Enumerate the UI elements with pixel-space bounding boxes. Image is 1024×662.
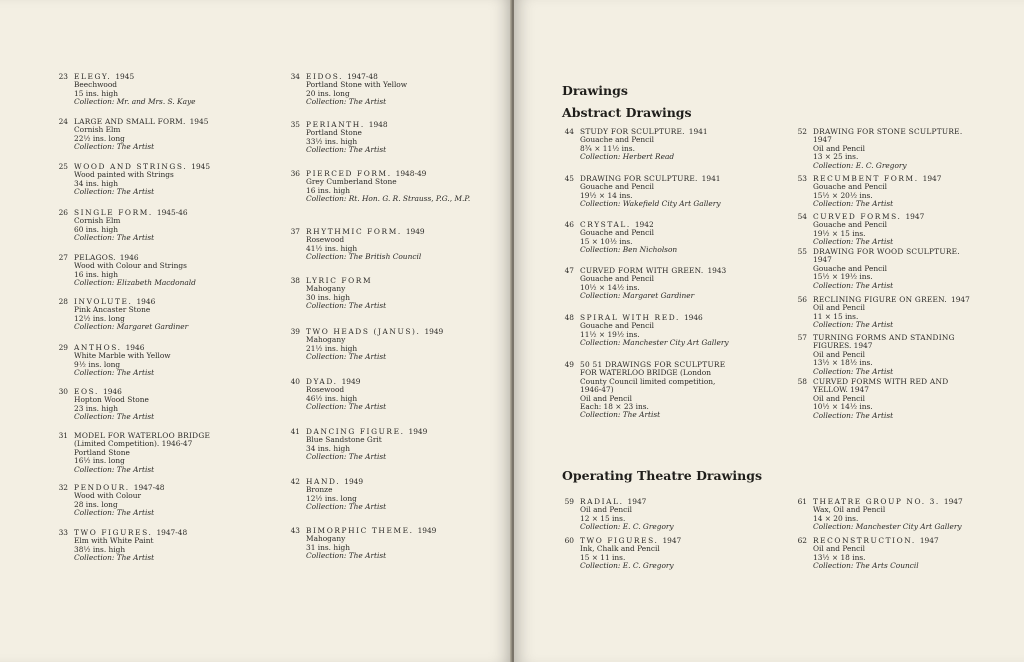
entry-collection: Collection: Manchester City Art Gallery — [580, 338, 729, 348]
entry-title: STUDY FOR SCULPTURE. — [580, 127, 685, 136]
entry-year: 1947 — [627, 497, 647, 506]
catalogue-entry — [290, 526, 481, 561]
entry-collection: Collection: The Artist — [306, 352, 387, 362]
entry-detail: 33½ ins. high — [306, 136, 358, 146]
catalogue-entry — [797, 174, 991, 209]
entry-collection: Collection: Herbert Read — [580, 152, 675, 162]
entry-detail: Portland Stone — [306, 128, 362, 138]
entry-number: 34 — [290, 72, 300, 81]
entry-year: 1945 — [115, 72, 135, 81]
entry-title: TWO HEADS (JANUS). — [306, 327, 421, 336]
entry-detail: 34 ins. high — [74, 178, 118, 188]
entry-year: 1949 — [408, 427, 428, 436]
entry-detail: 19½ × 15 ins. — [813, 228, 866, 238]
entry-number: 52 — [797, 127, 807, 136]
entry-detail: Mahogany — [306, 335, 346, 345]
entry-number: 33 — [58, 528, 68, 537]
entry-number: 58 — [797, 377, 807, 386]
entry-collection: Collection: Margaret Gardiner — [74, 322, 189, 332]
entry-detail: Oil and Pencil — [580, 393, 633, 403]
operating-theatre-heading: Operating Theatre Drawings — [562, 468, 762, 483]
entry-year: 1941 — [701, 174, 721, 183]
entry-detail: Beechwood — [74, 80, 118, 90]
entry-collection: Collection: Ben Nicholson — [580, 245, 678, 255]
entry-year: 1943 — [707, 266, 727, 275]
entry-detail: Wood painted with Strings — [74, 170, 174, 180]
entry-collection: Collection: The Artist — [74, 553, 155, 563]
entry-detail: Portland Stone with Yellow — [306, 80, 408, 90]
catalogue-entry — [290, 276, 481, 311]
entry-collection: Collection: The Artist — [306, 97, 387, 107]
entry-detail: Oil and Pencil — [813, 544, 866, 554]
entry-number: 42 — [290, 477, 300, 486]
entry-detail: 12½ ins. long — [74, 313, 125, 323]
entry-title-line — [813, 248, 991, 256]
entry-title: TWO FIGURES. — [74, 528, 153, 537]
catalogue-entry — [58, 343, 249, 378]
entry-title: PENDOUR. — [74, 483, 130, 492]
catalogue-entry — [58, 431, 249, 474]
entry-number: 43 — [290, 526, 300, 535]
entry-year: 1947-48 — [347, 72, 378, 81]
entry-collection: Collection: The Artist — [74, 412, 155, 422]
entry-title: EIDOS. — [306, 72, 344, 81]
entry-year: 1947 — [905, 212, 925, 221]
entry-detail: Gouache and Pencil — [580, 135, 655, 145]
entry-title: DRAWING FOR STONE SCULPTURE. — [813, 127, 963, 136]
entry-detail: 23 ins. high — [74, 403, 118, 413]
entry-number: 36 — [290, 169, 300, 178]
entry-title: ANTHOS. — [74, 343, 122, 352]
entry-detail: Oil and Pencil — [813, 143, 866, 153]
entry-title: TURNING FORMS AND STANDING — [813, 333, 955, 342]
entry-detail: 31 ins. high — [306, 542, 350, 552]
entry-title: BIMORPHIC THEME. — [306, 526, 414, 535]
entry-detail: 13½ × 18 ins. — [813, 552, 866, 562]
catalogue-entry — [564, 497, 757, 532]
entry-detail: Blue Sandstone Grit — [306, 435, 382, 445]
catalogue-entry — [58, 387, 249, 422]
entry-year: 1947 — [919, 536, 939, 545]
entry-number: 24 — [58, 117, 68, 126]
entry-title: TWO FIGURES. — [580, 536, 659, 545]
entry-detail: Wax, Oil and Pencil — [813, 505, 886, 515]
entry-detail: Grey Cumberland Stone — [306, 177, 397, 187]
catalogue-entry — [290, 427, 481, 462]
entry-detail: 15 ins. high — [74, 88, 118, 98]
entry-collection: Collection: The British Council — [306, 252, 422, 262]
entry-collection: Collection: The Artist — [813, 280, 894, 290]
entry-collection: Collection: The Artist — [74, 187, 155, 197]
entry-detail: White Marble with Yellow — [74, 351, 171, 361]
entry-collection: Collection: Rt. Hon. G. R. Strauss, P.G., M.P. — [306, 194, 471, 204]
entry-title: RECUMBENT FORM. — [813, 174, 919, 183]
entry-title: RHYTHMIC FORM. — [306, 227, 402, 236]
entry-detail: Gouache and Pencil — [813, 182, 888, 192]
entry-title: ELEGY. — [74, 72, 112, 81]
entry-collection: Collection: The Artist — [74, 233, 155, 243]
entry-number: 53 — [797, 174, 807, 183]
entry-detail: 14 × 20 ins. — [813, 513, 859, 523]
entry-detail: 46½ ins. high — [306, 393, 358, 403]
entry-collection: Collection: The Artist — [306, 551, 387, 561]
entry-number: 39 — [290, 327, 300, 336]
entry-detail: Gouache and Pencil — [813, 220, 888, 230]
entry-year: 1947 — [951, 295, 970, 304]
entry-detail: 11 × 15 ins. — [813, 311, 859, 321]
entry-title: RECONSTRUCTION. — [813, 536, 916, 545]
entry-year: 1946 — [125, 343, 145, 352]
entry-detail: 60 ins. high — [74, 224, 118, 234]
catalogue-entry — [290, 377, 481, 412]
entry-collection: Collection: The Arts Council — [813, 561, 919, 571]
drawings-heading: Drawings — [562, 83, 628, 98]
entry-title: DANCING FIGURE. — [306, 427, 405, 436]
catalogue-entry — [58, 253, 249, 288]
entry-collection: Collection: Elizabeth Macdonald — [74, 278, 196, 288]
entry-title: RECLINING FIGURE ON GREEN. — [813, 295, 948, 304]
entry-title: DYAD. — [306, 377, 338, 386]
catalogue-entry — [564, 266, 757, 301]
entry-detail: 20 ins. long — [306, 88, 350, 98]
catalogue-entry — [564, 536, 757, 571]
entry-year: 1949 — [424, 327, 444, 336]
entry-number: 56 — [797, 295, 807, 304]
entry-number: 47 — [564, 266, 574, 275]
entry-collection: Collection: The Artist — [74, 368, 155, 378]
entry-collection: Collection: The Artist — [813, 366, 894, 376]
entry-detail: Hopton Wood Stone — [74, 395, 149, 405]
entry-title: CURVED FORMS WITH RED AND — [813, 377, 949, 386]
entry-detail: 34 ins. high — [306, 443, 350, 453]
entry-collection: Collection: The Artist — [813, 199, 894, 209]
entry-number: 35 — [290, 120, 300, 129]
entry-detail: Each: 18 × 23 ins. — [580, 402, 649, 412]
entry-detail: 15½ × 20½ ins. — [813, 190, 873, 200]
entry-detail: 11½ × 19½ ins. — [580, 329, 640, 339]
entry-detail: Oil and Pencil — [813, 303, 866, 313]
entry-title: INVOLUTE. — [74, 297, 133, 306]
entry-detail: Bronze — [306, 485, 333, 495]
entry-collection: Collection: The Artist — [306, 145, 387, 155]
entry-number: 23 — [58, 72, 68, 81]
entry-detail: 1947 — [813, 135, 832, 145]
entry-title: LARGE AND SMALL FORM. — [74, 117, 186, 126]
entry-detail: 9½ ins. long — [74, 359, 121, 369]
entry-detail: FIGURES. 1947 — [813, 341, 873, 351]
entry-number: 44 — [564, 127, 574, 136]
entry-collection: Collection: E. C. Gregory — [580, 522, 674, 532]
entry-collection: Collection: The Artist — [580, 410, 661, 420]
entry-detail: 38½ ins. high — [74, 544, 126, 554]
entry-detail: Wood with Colour — [74, 491, 142, 501]
catalogue-entry — [797, 536, 991, 571]
entry-number: 29 — [58, 343, 68, 352]
entry-number: 26 — [58, 208, 68, 217]
entry-title: RADIAL. — [580, 497, 624, 506]
entry-title: DRAWING FOR SCULPTURE. — [580, 174, 698, 183]
entry-number: 28 — [58, 297, 68, 306]
entry-number: 37 — [290, 227, 300, 236]
catalogue-entry — [564, 360, 757, 420]
catalogue-entry — [290, 72, 481, 107]
entry-number: 46 — [564, 220, 574, 229]
entry-collection: Collection: The Artist — [74, 508, 155, 518]
entry-collection: Collection: The Artist — [74, 464, 155, 474]
entry-detail: Gouache and Pencil — [580, 182, 655, 192]
entry-number: 54 — [797, 212, 807, 221]
entry-number: 45 — [564, 174, 574, 183]
catalogue-entry — [290, 120, 481, 155]
catalogue-entry — [564, 220, 757, 255]
entry-detail: 22½ ins. long — [74, 133, 125, 143]
entry-detail: 15½ × 19½ ins. — [813, 272, 873, 282]
entry-title: EOS. — [74, 387, 100, 396]
entry-detail: Elm with White Paint — [74, 536, 154, 546]
catalogue-entry — [290, 227, 481, 262]
entry-detail: Rosewood — [306, 385, 345, 395]
entry-detail: 13½ × 18½ ins. — [813, 358, 873, 368]
catalogue-entry — [564, 174, 757, 209]
entry-title-line — [813, 128, 991, 136]
entry-year: 1949 — [417, 526, 437, 535]
entry-detail: FOR WATERLOO BRIDGE (London — [580, 368, 711, 378]
catalogue-entry — [564, 127, 757, 162]
entry-title: 50 51 DRAWINGS FOR SCULPTURE — [580, 360, 726, 369]
entry-year: 1949 — [341, 377, 361, 386]
catalogue-entry — [797, 247, 991, 290]
entry-title: PIERCED FORM. — [306, 169, 392, 178]
catalogue-entry — [58, 72, 249, 107]
catalogue-entry — [564, 313, 757, 348]
entry-detail: 15 × 10½ ins. — [580, 236, 633, 246]
entry-collection: Collection: The Artist — [306, 402, 387, 412]
entry-detail: 28 ins. long — [74, 499, 118, 509]
entry-collection: Collection: E. C. Gregory — [813, 160, 907, 170]
entry-year: 1947 — [922, 174, 942, 183]
entry-year: 1947-48 — [156, 528, 188, 537]
entry-collection: Collection: The Artist — [306, 502, 387, 512]
entry-detail: YELLOW. 1947 — [813, 385, 869, 395]
entry-number: 31 — [58, 431, 68, 440]
entry-title: MODEL FOR WATERLOO BRIDGE — [74, 431, 211, 440]
abstract-drawings-heading: Abstract Drawings — [562, 105, 692, 120]
entry-year: 1949 — [405, 227, 425, 236]
entry-detail: Cornish Elm — [74, 216, 121, 226]
entry-detail: Mahogany — [306, 534, 346, 544]
entry-detail: Gouache and Pencil — [813, 263, 888, 273]
entry-detail: 41½ ins. high — [306, 243, 358, 253]
entry-title: CRYSTAL. — [580, 220, 631, 229]
entry-detail: 30 ins. high — [306, 292, 350, 302]
entry-number: 60 — [564, 536, 574, 545]
entry-collection: Collection: The Artist — [306, 452, 387, 462]
entry-number: 55 — [797, 247, 807, 256]
entry-year: 1947-48 — [133, 483, 165, 492]
entry-title: SPIRAL WITH RED. — [580, 313, 680, 322]
entry-detail: Mahogany — [306, 284, 346, 294]
entry-detail: 19½ × 14 ins. — [580, 190, 633, 200]
entry-collection: Collection: Margaret Gardiner — [580, 291, 695, 301]
catalogue-entry — [58, 297, 249, 332]
catalogue-entry — [290, 327, 481, 362]
entry-detail: 12½ ins. long — [306, 493, 357, 503]
entry-detail: Ink, Chalk and Pencil — [580, 544, 660, 554]
entry-year: 1946 — [119, 253, 139, 262]
entry-number: 61 — [797, 497, 807, 506]
entry-title: LYRIC FORM — [306, 276, 373, 285]
entry-detail: 10½ × 14½ ins. — [813, 402, 873, 412]
entry-title-line — [306, 478, 481, 486]
entry-detail: 16½ ins. long — [74, 456, 125, 466]
entry-number: 30 — [58, 387, 68, 396]
entry-year: 1942 — [634, 220, 654, 229]
entry-number: 49 — [564, 360, 574, 369]
catalogue-entry — [797, 295, 991, 330]
entry-year: 1947 — [943, 497, 963, 506]
entry-title: PELAGOS. — [74, 253, 116, 262]
catalogue-entry — [797, 497, 991, 532]
catalogue-entry — [797, 377, 991, 420]
catalogue-entry — [290, 169, 481, 204]
entry-year: 1948-49 — [395, 169, 427, 178]
entry-detail: 1947 — [813, 255, 832, 265]
catalogue-entry — [58, 117, 249, 152]
catalogue-entry — [797, 212, 991, 247]
entry-title: PERIANTH. — [306, 120, 365, 129]
catalogue-entry — [797, 333, 991, 376]
entry-title: CURVED FORMS. — [813, 212, 902, 221]
entry-title: HAND. — [306, 477, 341, 486]
entry-year: 1946 — [683, 313, 703, 322]
entry-detail: Gouache and Pencil — [580, 321, 655, 331]
entry-number: 25 — [58, 162, 68, 171]
catalogue-entry — [58, 208, 249, 243]
entry-detail: Gouache and Pencil — [580, 228, 655, 238]
catalogue-entry — [797, 127, 991, 170]
entry-title: WOOD AND STRINGS. — [74, 162, 188, 171]
entry-collection: Collection: Wakefield City Art Gallery — [580, 199, 721, 209]
entry-detail: Oil and Pencil — [813, 393, 866, 403]
entry-collection: Collection: E. C. Gregory — [580, 561, 674, 571]
entry-detail: 1946-47) — [580, 385, 614, 395]
entry-detail: Oil and Pencil — [580, 505, 633, 515]
entry-year: 1948 — [368, 120, 388, 129]
entry-number: 48 — [564, 313, 574, 322]
entry-detail: 16 ins. high — [306, 185, 350, 195]
entry-number: 27 — [58, 253, 68, 262]
entry-year: 1945 — [191, 162, 211, 171]
entry-number: 32 — [58, 483, 68, 492]
entry-detail: (Limited Competition). 1946-47 — [74, 439, 193, 449]
entry-collection: Collection: The Artist — [74, 142, 155, 152]
entry-year: 1941 — [688, 127, 708, 136]
entry-collection: Collection: The Artist — [813, 237, 894, 247]
entry-detail: 8¾ × 11½ ins. — [580, 143, 635, 153]
entry-detail: Portland Stone — [74, 447, 130, 457]
entry-collection: Collection: The Artist — [306, 301, 387, 311]
entry-year: 1949 — [344, 477, 364, 486]
entry-number: 40 — [290, 377, 300, 386]
catalogue-entry — [58, 528, 249, 563]
entry-detail: 15 × 11 ins. — [580, 552, 626, 562]
right-page — [514, 0, 1024, 662]
entry-number: 41 — [290, 427, 300, 436]
entry-year: 1946 — [136, 297, 156, 306]
entry-detail: 13 × 25 ins. — [813, 152, 859, 162]
entry-detail: Oil and Pencil — [813, 349, 866, 359]
entry-detail: Gouache and Pencil — [580, 274, 655, 284]
entry-detail: Pink Ancaster Stone — [74, 305, 151, 315]
entry-collection: Collection: The Artist — [813, 320, 894, 330]
entry-detail: 12 × 15 ins. — [580, 513, 626, 523]
entry-title: THEATRE GROUP NO. 3. — [813, 497, 940, 506]
entry-detail: 16 ins. high — [74, 269, 118, 279]
entry-collection: Collection: The Artist — [813, 410, 894, 420]
catalogue-entry — [290, 477, 481, 512]
catalogue-entry — [58, 483, 249, 518]
entry-year: 1945-46 — [156, 208, 188, 217]
entry-number: 38 — [290, 276, 300, 285]
entry-collection: Collection: Manchester City Art Gallery — [813, 522, 962, 532]
entry-detail: 10½ × 14½ ins. — [580, 282, 640, 292]
entry-detail: Rosewood — [306, 235, 345, 245]
entry-detail: Cornish Elm — [74, 125, 121, 135]
entry-detail: County Council limited competition, — [580, 376, 716, 386]
entry-number: 57 — [797, 333, 807, 342]
entry-number: 62 — [797, 536, 807, 545]
catalogue-entry — [58, 162, 249, 197]
entry-year: 1946 — [103, 387, 122, 396]
entry-title: CURVED FORM WITH GREEN. — [580, 266, 704, 275]
entry-detail: 21½ ins. high — [306, 343, 358, 353]
entry-number: 59 — [564, 497, 574, 506]
entry-title: SINGLE FORM. — [74, 208, 153, 217]
entry-year: 1945 — [189, 117, 209, 126]
entry-title: DRAWING FOR WOOD SCULPTURE. — [813, 247, 960, 256]
entry-detail: Wood with Colour and Strings — [74, 261, 187, 271]
entry-collection: Collection: Mr. and Mrs. S. Kaye — [74, 97, 196, 107]
entry-year: 1947 — [662, 536, 682, 545]
